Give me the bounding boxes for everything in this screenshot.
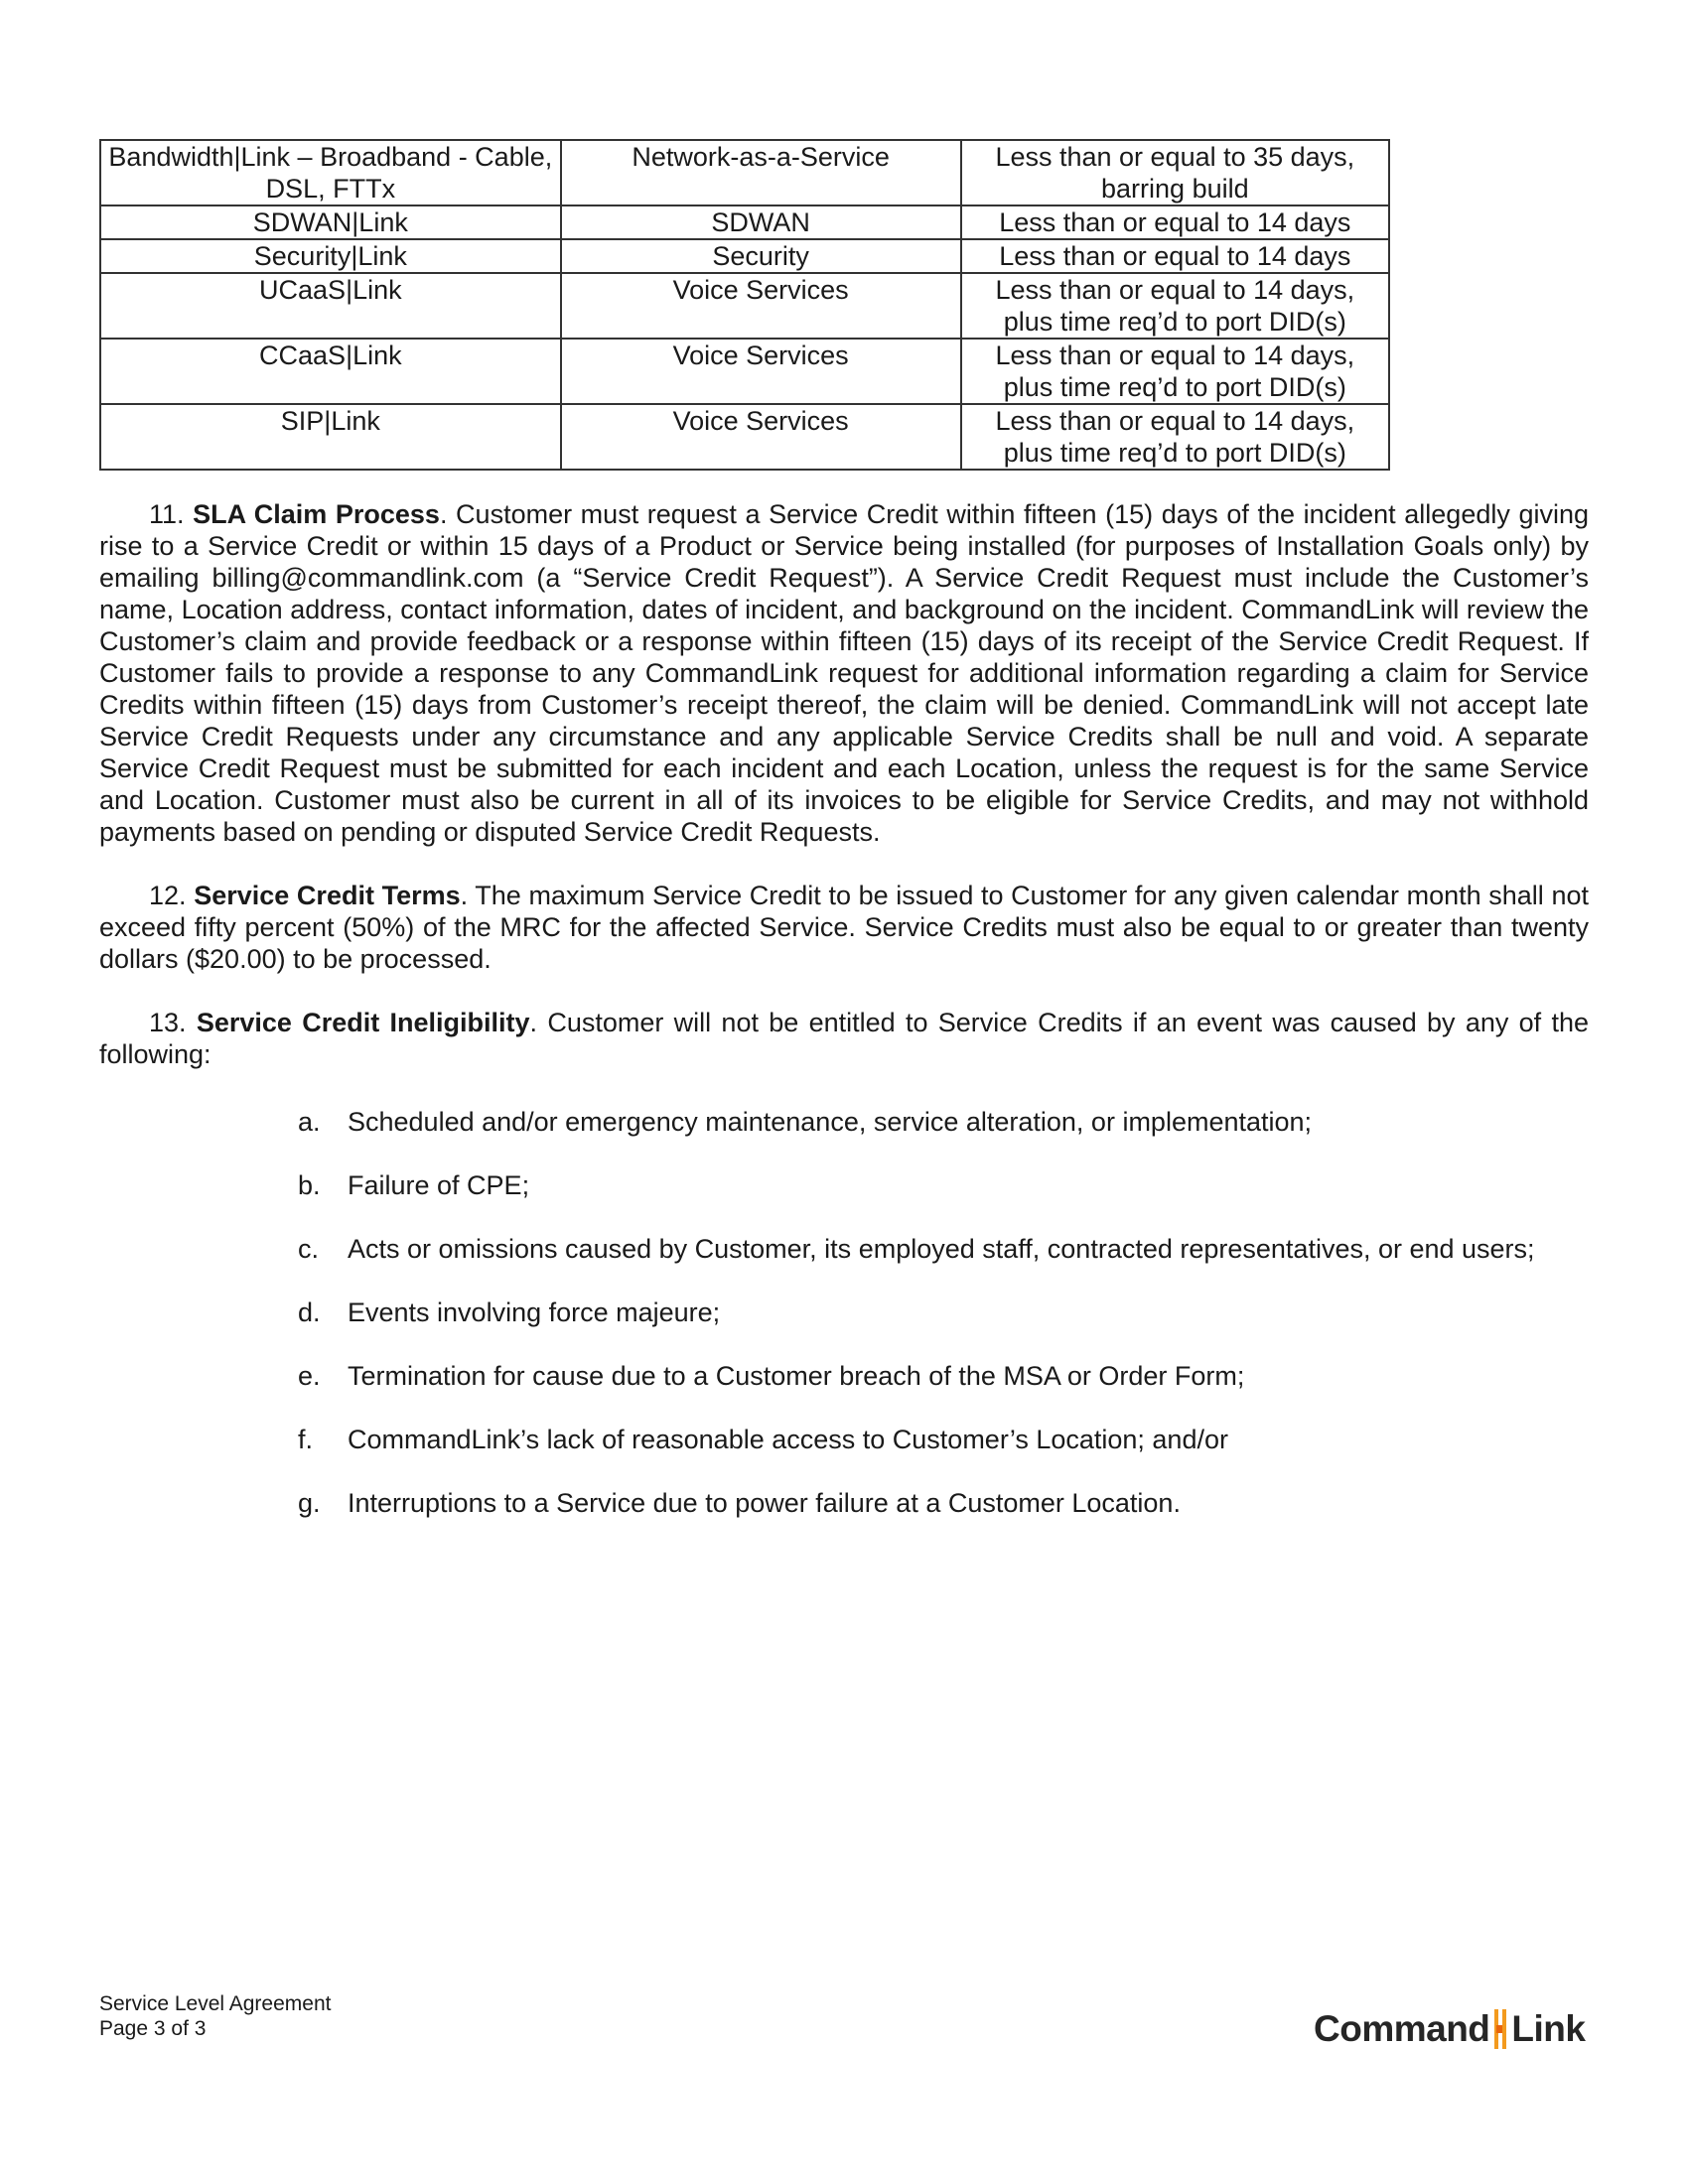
list-item xyxy=(298,1297,1589,1360)
list-item xyxy=(298,1233,1589,1297)
product-cell: SDWAN|Link xyxy=(100,205,561,239)
category-cell: Network-as-a-Service xyxy=(561,140,961,205)
list-item xyxy=(298,1106,1589,1169)
category-cell: Voice Services xyxy=(561,273,961,339)
section-number: 13. xyxy=(149,1008,187,1037)
product-cell: CCaaS|Link xyxy=(100,339,561,404)
list-marker: e. xyxy=(298,1361,321,1391)
list-item xyxy=(298,1169,1589,1233)
list-marker: c. xyxy=(298,1234,320,1264)
footer-page-number: Page 3 of 3 xyxy=(99,2017,207,2040)
table-row xyxy=(100,140,1389,205)
section-body: . Customer must request a Service Credit within fifteen (15) days of the incident allegedly giving rise to a Service Credit or within 15 days of a Product or Service being installed (for purposes of Installation Goals only) by emailing billing@commandlink.com (a “Service Credit Request”). A Service Credit Request must include the Customer’s name, Location address, contact information, dates of incident, and background on the incident. CommandLink will review the Customer’s claim and provide feedback or a response within fifteen (15) days of its receipt of the Service Credit Request. If Customer fails to provide a response to any CommandLink request for additional information regarding a claim for Service Credits within fifteen (15) days from Customer’s receipt thereof, the claim will be denied. CommandLink will not accept late Service Credit Requests under any circumstance and any applicable Service Credits shall be null and void. A separate Service Credit Request must be submitted for each incident and each Location, unless the request is for the same Service and Location. Customer must also be current in all of its invoices to be eligible for Service Credits, and may not withhold payments based on pending or disputed Service Credit Requests. xyxy=(99,499,1589,847)
target-cell: Less than or equal to 14 days, plus time req’d to port DID(s) xyxy=(961,339,1389,404)
ineligibility-list xyxy=(298,1106,1589,1551)
target-cell: Less than or equal to 14 days, plus time req’d to port DID(s) xyxy=(961,404,1389,470)
table-row xyxy=(100,404,1389,470)
target-cell: Less than or equal to 14 days xyxy=(961,239,1389,273)
list-item-text: Events involving force majeure; xyxy=(348,1297,721,1327)
logo-divider-icon xyxy=(1492,2009,1508,2049)
target-cell: Less than or equal to 35 days, barring build xyxy=(961,140,1389,205)
list-item-text: CommandLink’s lack of reasonable access to Customer’s Location; and/or xyxy=(348,1425,1228,1454)
target-cell: Less than or equal to 14 days xyxy=(961,205,1389,239)
target-cell: Less than or equal to 14 days, plus time req’d to port DID(s) xyxy=(961,273,1389,339)
category-cell: SDWAN xyxy=(561,205,961,239)
list-marker: f. xyxy=(298,1425,314,1454)
product-cell: SIP|Link xyxy=(100,404,561,470)
commandlink-logo xyxy=(1314,2005,1585,2053)
list-marker: g. xyxy=(298,1488,321,1518)
page-footer xyxy=(99,1991,331,2041)
list-item-text: Failure of CPE; xyxy=(348,1170,530,1200)
section-number: 12. xyxy=(149,881,187,910)
product-cell: Security|Link xyxy=(100,239,561,273)
list-marker: d. xyxy=(298,1297,321,1327)
logo-text-command: Command xyxy=(1314,2008,1490,2049)
section-body: . Customer will not be entitled to Service Credits if an event was caused by any of the following: xyxy=(99,1008,1589,1069)
list-item xyxy=(298,1487,1589,1551)
section-heading: Service Credit Terms xyxy=(194,881,461,910)
list-item xyxy=(298,1360,1589,1424)
list-item-text: Termination for cause due to a Customer breach of the MSA or Order Form; xyxy=(348,1361,1245,1391)
list-marker: b. xyxy=(298,1170,321,1200)
logo-text-link: Link xyxy=(1511,2008,1586,2049)
list-item-text: Interruptions to a Service due to power failure at a Customer Location. xyxy=(348,1488,1181,1518)
installation-goals-table xyxy=(99,139,1390,471)
section-12-service-credit-terms xyxy=(99,880,1589,975)
table-row xyxy=(100,205,1389,239)
list-item-text: Scheduled and/or emergency maintenance, service alteration, or implementation; xyxy=(348,1107,1313,1137)
category-cell: Voice Services xyxy=(561,404,961,470)
table-row xyxy=(100,273,1389,339)
section-13-service-credit-ineligibility xyxy=(99,1007,1589,1070)
list-item-text: Acts or omissions caused by Customer, its employed staff, contracted representatives, or end users; xyxy=(348,1234,1535,1264)
product-cell: Bandwidth|Link – Broadband - Cable, DSL, FTTx xyxy=(100,140,561,205)
list-item xyxy=(298,1424,1589,1487)
product-cell: UCaaS|Link xyxy=(100,273,561,339)
section-number: 11. xyxy=(149,499,185,529)
section-heading: Service Credit Ineligibility xyxy=(196,1008,530,1037)
section-body: . The maximum Service Credit to be issued to Customer for any given calendar month shall not exceed fifty percent (50%) of the MRC for the affected Service. Service Credits must also be equal to or greater than twenty dollars ($20.00) to be processed. xyxy=(99,881,1589,974)
table-row xyxy=(100,339,1389,404)
category-cell: Voice Services xyxy=(561,339,961,404)
table-row xyxy=(100,239,1389,273)
list-marker: a. xyxy=(298,1107,321,1137)
section-heading: SLA Claim Process xyxy=(193,499,440,529)
footer-document-title: Service Level Agreement xyxy=(99,1992,332,2015)
category-cell: Security xyxy=(561,239,961,273)
section-11-sla-claim-process xyxy=(99,498,1589,848)
